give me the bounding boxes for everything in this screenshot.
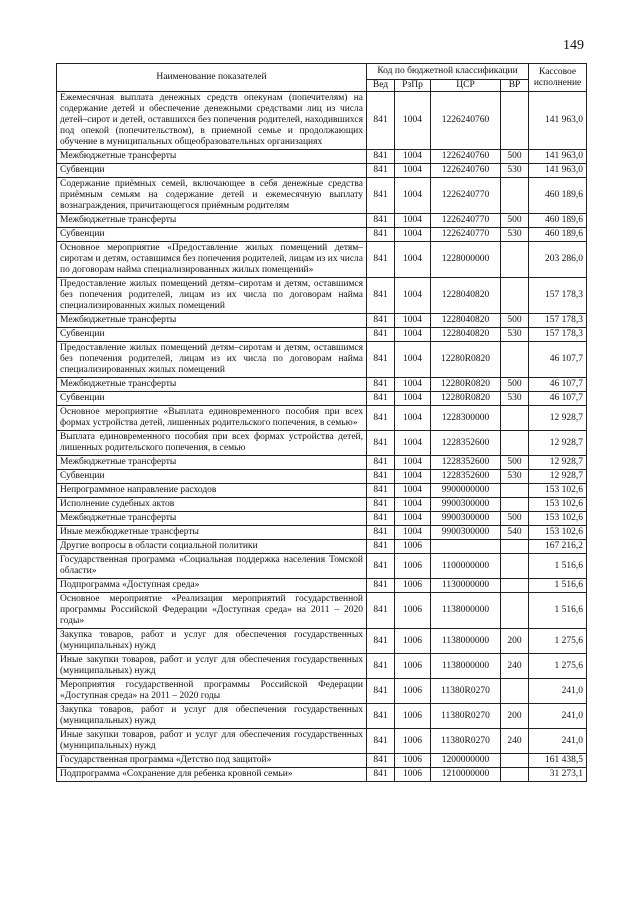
row-ved: 841	[367, 512, 395, 526]
table-row	[57, 579, 587, 593]
row-vr: 530	[501, 228, 529, 242]
row-vr: 530	[501, 164, 529, 178]
row-csr: 12280R0820	[431, 342, 501, 378]
row-rzpr: 1004	[395, 92, 431, 150]
row-ved: 841	[367, 768, 395, 782]
row-amount: 460 189,6	[529, 228, 587, 242]
row-rzpr: 1004	[395, 178, 431, 214]
row-rzpr: 1004	[395, 406, 431, 431]
row-ved: 841	[367, 593, 395, 629]
row-vr: 200	[501, 704, 529, 729]
row-ved: 841	[367, 406, 395, 431]
row-vr	[501, 342, 529, 378]
table-row	[57, 554, 587, 579]
row-ved: 841	[367, 164, 395, 178]
row-csr: 1226240770	[431, 214, 501, 228]
row-csr: 1138000000	[431, 629, 501, 654]
row-rzpr: 1004	[395, 150, 431, 164]
header-rzpr: РзПр	[395, 80, 431, 92]
row-vr: 500	[501, 214, 529, 228]
table-row	[57, 378, 587, 392]
table-row	[57, 150, 587, 164]
row-name: Выплата единовременного пособия при всех формах устройства детей, лишенных родительского попечения, в семью	[57, 431, 367, 456]
row-name: Субвенции	[57, 228, 367, 242]
row-name: Непрограммное направление расходов	[57, 484, 367, 498]
row-vr: 240	[501, 729, 529, 754]
row-ved: 841	[367, 679, 395, 704]
row-csr: 1200000000	[431, 754, 501, 768]
row-csr: 1228352600	[431, 456, 501, 470]
row-amount: 12 928,7	[529, 456, 587, 470]
header-ved: Вед	[367, 80, 395, 92]
row-csr	[431, 540, 501, 554]
row-amount: 153 102,6	[529, 484, 587, 498]
table-row	[57, 729, 587, 754]
row-vr	[501, 768, 529, 782]
row-vr	[501, 178, 529, 214]
row-ved: 841	[367, 554, 395, 579]
row-rzpr: 1004	[395, 228, 431, 242]
row-ved: 841	[367, 228, 395, 242]
row-csr: 1228040820	[431, 314, 501, 328]
row-rzpr: 1004	[395, 214, 431, 228]
table-row	[57, 754, 587, 768]
table-row	[57, 92, 587, 150]
row-ved: 841	[367, 328, 395, 342]
row-vr	[501, 498, 529, 512]
table-row	[57, 629, 587, 654]
row-vr: 500	[501, 378, 529, 392]
table-row	[57, 431, 587, 456]
row-ved: 841	[367, 498, 395, 512]
row-name: Государственная программа «Социальная поддержка населения Томской области»	[57, 554, 367, 579]
row-rzpr: 1004	[395, 512, 431, 526]
row-rzpr: 1006	[395, 593, 431, 629]
row-ved: 841	[367, 214, 395, 228]
row-vr	[501, 431, 529, 456]
row-name: Исполнение судебных актов	[57, 498, 367, 512]
row-ved: 841	[367, 704, 395, 729]
table-row	[57, 342, 587, 378]
row-amount: 157 178,3	[529, 328, 587, 342]
row-vr: 530	[501, 392, 529, 406]
header-amount: Кассовое исполнение	[529, 64, 587, 92]
row-ved: 841	[367, 526, 395, 540]
row-name: Межбюджетные трансферты	[57, 314, 367, 328]
row-amount: 1 516,6	[529, 593, 587, 629]
row-amount: 460 189,6	[529, 178, 587, 214]
table-row	[57, 328, 587, 342]
table-row	[57, 178, 587, 214]
row-amount: 1 516,6	[529, 579, 587, 593]
row-csr: 1226240760	[431, 164, 501, 178]
row-amount: 203 286,0	[529, 242, 587, 278]
row-name: Иные закупки товаров, работ и услуг для обеспечения государственных (муниципальных) нужд	[57, 654, 367, 679]
table-header	[57, 64, 587, 92]
row-ved: 841	[367, 431, 395, 456]
row-amount: 241,0	[529, 679, 587, 704]
row-name: Подпрограмма «Сохранение для ребенка кровной семьи»	[57, 768, 367, 782]
row-rzpr: 1004	[395, 328, 431, 342]
row-vr: 500	[501, 150, 529, 164]
header-name: Наименование показателей	[57, 64, 367, 92]
row-csr: 9900300000	[431, 512, 501, 526]
row-csr: 1228000000	[431, 242, 501, 278]
row-vr	[501, 540, 529, 554]
row-vr	[501, 278, 529, 314]
table-row	[57, 242, 587, 278]
row-vr	[501, 242, 529, 278]
row-vr: 530	[501, 328, 529, 342]
row-amount: 12 928,7	[529, 470, 587, 484]
table-row	[57, 406, 587, 431]
row-rzpr: 1006	[395, 579, 431, 593]
row-amount: 1 275,6	[529, 654, 587, 679]
row-amount: 153 102,6	[529, 526, 587, 540]
row-name: Субвенции	[57, 164, 367, 178]
row-csr: 12280R0820	[431, 378, 501, 392]
row-ved: 841	[367, 540, 395, 554]
table-row	[57, 768, 587, 782]
row-vr: 200	[501, 629, 529, 654]
row-name: Межбюджетные трансферты	[57, 512, 367, 526]
row-name: Межбюджетные трансферты	[57, 214, 367, 228]
row-rzpr: 1006	[395, 654, 431, 679]
row-name: Субвенции	[57, 328, 367, 342]
row-ved: 841	[367, 470, 395, 484]
row-rzpr: 1006	[395, 679, 431, 704]
row-name: Мероприятия государственной программы Российской Федерации «Доступная среда» на 2011 – 2020 годы	[57, 679, 367, 704]
row-csr: 1228040820	[431, 328, 501, 342]
row-name: Основное мероприятие «Предоставление жилых помещений детям–сиротам и детям, оставшимся без попечения родителей, лицам из их числа по договорам найма специализированных жилых помещений»	[57, 242, 367, 278]
row-amount: 46 107,7	[529, 392, 587, 406]
row-rzpr: 1004	[395, 431, 431, 456]
row-csr: 9900300000	[431, 526, 501, 540]
row-amount: 153 102,6	[529, 512, 587, 526]
row-csr: 1100000000	[431, 554, 501, 579]
row-ved: 841	[367, 342, 395, 378]
row-vr	[501, 679, 529, 704]
table-row	[57, 704, 587, 729]
table-row	[57, 484, 587, 498]
page-number: 149	[563, 38, 584, 53]
row-ved: 841	[367, 378, 395, 392]
row-vr: 500	[501, 456, 529, 470]
row-ved: 841	[367, 579, 395, 593]
row-csr: 9900300000	[431, 498, 501, 512]
row-csr: 1138000000	[431, 593, 501, 629]
header-code-group: Код по бюджетной классификации	[367, 64, 529, 80]
row-ved: 841	[367, 729, 395, 754]
header-vr: ВР	[501, 80, 529, 92]
row-amount: 153 102,6	[529, 498, 587, 512]
row-vr	[501, 554, 529, 579]
row-name: Закупка товаров, работ и услуг для обеспечения государственных (муниципальных) нужд	[57, 629, 367, 654]
row-csr: 11380R0270	[431, 729, 501, 754]
row-csr: 9900000000	[431, 484, 501, 498]
table-row	[57, 498, 587, 512]
table-row	[57, 278, 587, 314]
row-rzpr: 1004	[395, 378, 431, 392]
row-rzpr: 1006	[395, 729, 431, 754]
row-rzpr: 1004	[395, 342, 431, 378]
row-amount: 12 928,7	[529, 431, 587, 456]
row-rzpr: 1004	[395, 456, 431, 470]
row-rzpr: 1004	[395, 526, 431, 540]
row-name: Иные межбюджетные трансферты	[57, 526, 367, 540]
row-csr: 1210000000	[431, 768, 501, 782]
row-csr: 1226240760	[431, 150, 501, 164]
row-name: Иные закупки товаров, работ и услуг для обеспечения государственных (муниципальных) нужд	[57, 729, 367, 754]
row-vr: 500	[501, 314, 529, 328]
row-csr: 1228300000	[431, 406, 501, 431]
row-ved: 841	[367, 754, 395, 768]
row-amount: 460 189,6	[529, 214, 587, 228]
row-name: Подпрограмма «Доступная среда»	[57, 579, 367, 593]
table-row	[57, 593, 587, 629]
row-ved: 841	[367, 629, 395, 654]
row-amount: 241,0	[529, 704, 587, 729]
row-rzpr: 1004	[395, 278, 431, 314]
budget-table	[56, 63, 587, 782]
row-ved: 841	[367, 484, 395, 498]
header-csr: ЦСР	[431, 80, 501, 92]
row-amount: 46 107,7	[529, 378, 587, 392]
row-rzpr: 1004	[395, 314, 431, 328]
row-csr: 1228040820	[431, 278, 501, 314]
row-name: Межбюджетные трансферты	[57, 456, 367, 470]
table-row	[57, 512, 587, 526]
table-row	[57, 164, 587, 178]
row-amount: 141 963,0	[529, 164, 587, 178]
row-rzpr: 1006	[395, 540, 431, 554]
row-amount: 12 928,7	[529, 406, 587, 431]
row-amount: 141 963,0	[529, 92, 587, 150]
row-rzpr: 1006	[395, 704, 431, 729]
row-csr: 1226240760	[431, 92, 501, 150]
row-name: Закупка товаров, работ и услуг для обеспечения государственных (муниципальных) нужд	[57, 704, 367, 729]
row-ved: 841	[367, 392, 395, 406]
row-name: Предоставление жилых помещений детям–сиротам и детям, оставшимся без попечения родителей, лицам из их числа по договорам найма специализированных жилых помещений	[57, 342, 367, 378]
row-ved: 841	[367, 92, 395, 150]
row-csr: 11380R0270	[431, 679, 501, 704]
row-ved: 841	[367, 314, 395, 328]
row-rzpr: 1004	[395, 470, 431, 484]
row-amount: 141 963,0	[529, 150, 587, 164]
row-csr: 12280R0820	[431, 392, 501, 406]
row-amount: 161 438,5	[529, 754, 587, 768]
row-amount: 1 516,6	[529, 554, 587, 579]
table-row	[57, 540, 587, 554]
row-vr	[501, 593, 529, 629]
row-ved: 841	[367, 178, 395, 214]
row-name: Субвенции	[57, 470, 367, 484]
row-amount: 157 178,3	[529, 278, 587, 314]
row-rzpr: 1004	[395, 484, 431, 498]
row-name: Межбюджетные трансферты	[57, 150, 367, 164]
row-amount: 31 273,1	[529, 768, 587, 782]
row-name: Государственная программа «Детство под защитой»	[57, 754, 367, 768]
table-row	[57, 654, 587, 679]
row-amount: 46 107,7	[529, 342, 587, 378]
row-vr	[501, 579, 529, 593]
row-ved: 841	[367, 242, 395, 278]
table-row	[57, 314, 587, 328]
row-vr: 540	[501, 526, 529, 540]
row-name: Основное мероприятие «Выплата единовременного пособия при всех формах устройства детей, лишенных родительского попечения, в семью»	[57, 406, 367, 431]
row-rzpr: 1006	[395, 554, 431, 579]
row-name: Основное мероприятие «Реализация мероприятий государственной программы Российской Федерации «Доступная среда» на 2011 – 2020 годы»	[57, 593, 367, 629]
table-row	[57, 526, 587, 540]
row-name: Межбюджетные трансферты	[57, 378, 367, 392]
row-vr	[501, 406, 529, 431]
table-row	[57, 679, 587, 704]
row-vr: 500	[501, 512, 529, 526]
row-csr: 1226240770	[431, 228, 501, 242]
row-name: Ежемесячная выплата денежных средств опекунам (попечителям) на содержание детей и обеспечение денежными средствами лиц из числа детей–сирот и детей, оставшихся без попечения родителей, находившихся под опекой (попечительством), в приемной семье и продолжающих обучение в муниципальных общеобразовательных организациях	[57, 92, 367, 150]
row-amount: 241,0	[529, 729, 587, 754]
table-row	[57, 214, 587, 228]
table-row	[57, 392, 587, 406]
table-body	[57, 92, 587, 782]
row-ved: 841	[367, 456, 395, 470]
row-name: Другие вопросы в области социальной политики	[57, 540, 367, 554]
row-amount: 1 275,6	[529, 629, 587, 654]
row-ved: 841	[367, 278, 395, 314]
row-ved: 841	[367, 654, 395, 679]
row-rzpr: 1004	[395, 242, 431, 278]
row-name: Содержание приёмных семей, включающее в себя денежные средства приёмным семьям на содержание детей и ежемесячную выплату вознаграждения, причитающегося приёмным родителям	[57, 178, 367, 214]
row-csr: 1228352600	[431, 470, 501, 484]
row-csr: 1138000000	[431, 654, 501, 679]
row-amount: 167 216,2	[529, 540, 587, 554]
row-vr	[501, 484, 529, 498]
row-amount: 157 178,3	[529, 314, 587, 328]
row-csr: 1130000000	[431, 579, 501, 593]
row-name: Предоставление жилых помещений детям–сиротам и детям, оставшимся без попечения родителей, лицам из их числа по договорам найма специализированных жилых помещений	[57, 278, 367, 314]
row-rzpr: 1004	[395, 498, 431, 512]
row-ved: 841	[367, 150, 395, 164]
row-rzpr: 1006	[395, 768, 431, 782]
row-vr	[501, 754, 529, 768]
table-row	[57, 228, 587, 242]
row-csr: 1228352600	[431, 431, 501, 456]
row-csr: 11380R0270	[431, 704, 501, 729]
row-vr	[501, 92, 529, 150]
row-csr: 1226240770	[431, 178, 501, 214]
row-name: Субвенции	[57, 392, 367, 406]
row-rzpr: 1006	[395, 754, 431, 768]
row-rzpr: 1004	[395, 164, 431, 178]
table-row	[57, 470, 587, 484]
row-vr: 240	[501, 654, 529, 679]
row-rzpr: 1006	[395, 629, 431, 654]
row-vr: 530	[501, 470, 529, 484]
row-rzpr: 1004	[395, 392, 431, 406]
table-row	[57, 456, 587, 470]
